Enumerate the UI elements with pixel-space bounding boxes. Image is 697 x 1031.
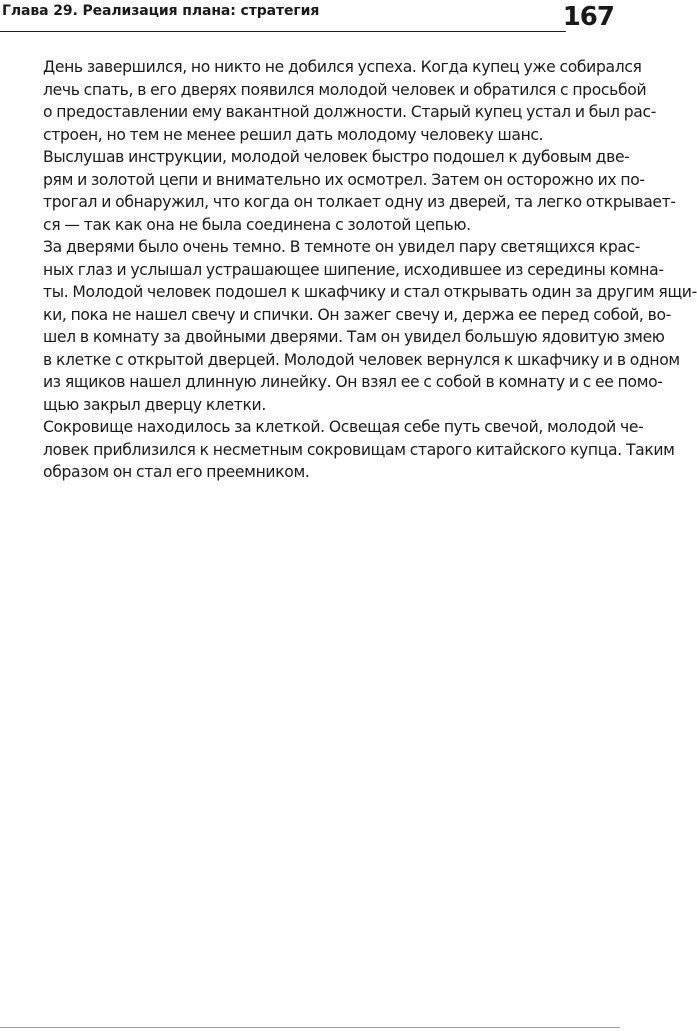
- text-line: щью закрыл дверцу клетки.: [43, 395, 266, 414]
- text-line: За дверями было очень темно. В темноте он увидел пару светящихся крас-: [43, 238, 641, 256]
- text-line: строен, но тем не менее решил дать молодому человеку шанс.: [43, 125, 544, 144]
- text-line: ных глаз и услышал устрашающее шипение, исходившее из середины комна-: [43, 260, 664, 279]
- paragraph-1: [21, 56, 656, 146]
- paragraph-3: [21, 236, 697, 416]
- text-line: ся — так как она не была соединена с золотой цепью.: [43, 215, 471, 234]
- body-text: [21, 56, 697, 484]
- chapter-title: Глава 29. Реализация плана: стратегия: [2, 3, 320, 19]
- text-line: лечь спать, в его дверях появился молодой человек и обратился с просьбой: [43, 80, 647, 99]
- footer-rule: [0, 1027, 620, 1028]
- text-line: рям и золотой цепи и внимательно их осмотрел. Затем он осторожно их по-: [43, 170, 645, 189]
- page-number: 167: [562, 2, 614, 32]
- text-line: шел в комнату за двойными дверями. Там он увидел большую ядовитую змею: [43, 328, 665, 346]
- text-line: трогал и обнаружил, что когда он толкает одну из дверей, та легко открывает-: [43, 193, 676, 211]
- text-line: образом он стал его преемником.: [43, 463, 310, 481]
- text-line: из ящиков нашел длинную линейку. Он взял ее с собой в комнату и с ее помо-: [43, 373, 663, 391]
- text-line: ловек приблизился к несметным сокровищам старого китайского купца. Таким: [43, 440, 675, 459]
- text-line: в клетке с открытой дверцей. Молодой человек вернулся к шкафчику и в одном: [43, 350, 680, 369]
- text-line: ки, пока не нашел свечу и спички. Он зажег свечу и, держа ее перед собой, во-: [43, 305, 671, 324]
- text-line: Выслушав инструкции, молодой человек быстро подошел к дубовым две-: [43, 148, 630, 166]
- header-rule: [0, 31, 566, 32]
- text-line: о предоставлении ему вакантной должности. Старый купец устал и был рас-: [43, 103, 656, 121]
- running-header: [0, 0, 620, 40]
- paragraph-4: [21, 416, 675, 484]
- text-line: ты. Молодой человек подошел к шкафчику и стал открывать один за другим ящи-: [43, 283, 697, 301]
- paragraph-2: [21, 146, 676, 236]
- text-line: Сокровище находилось за клеткой. Освещая себе путь свечой, молодой че-: [43, 418, 644, 436]
- text-line: День завершился, но никто не добился успеха. Когда купец уже собирался: [43, 58, 642, 76]
